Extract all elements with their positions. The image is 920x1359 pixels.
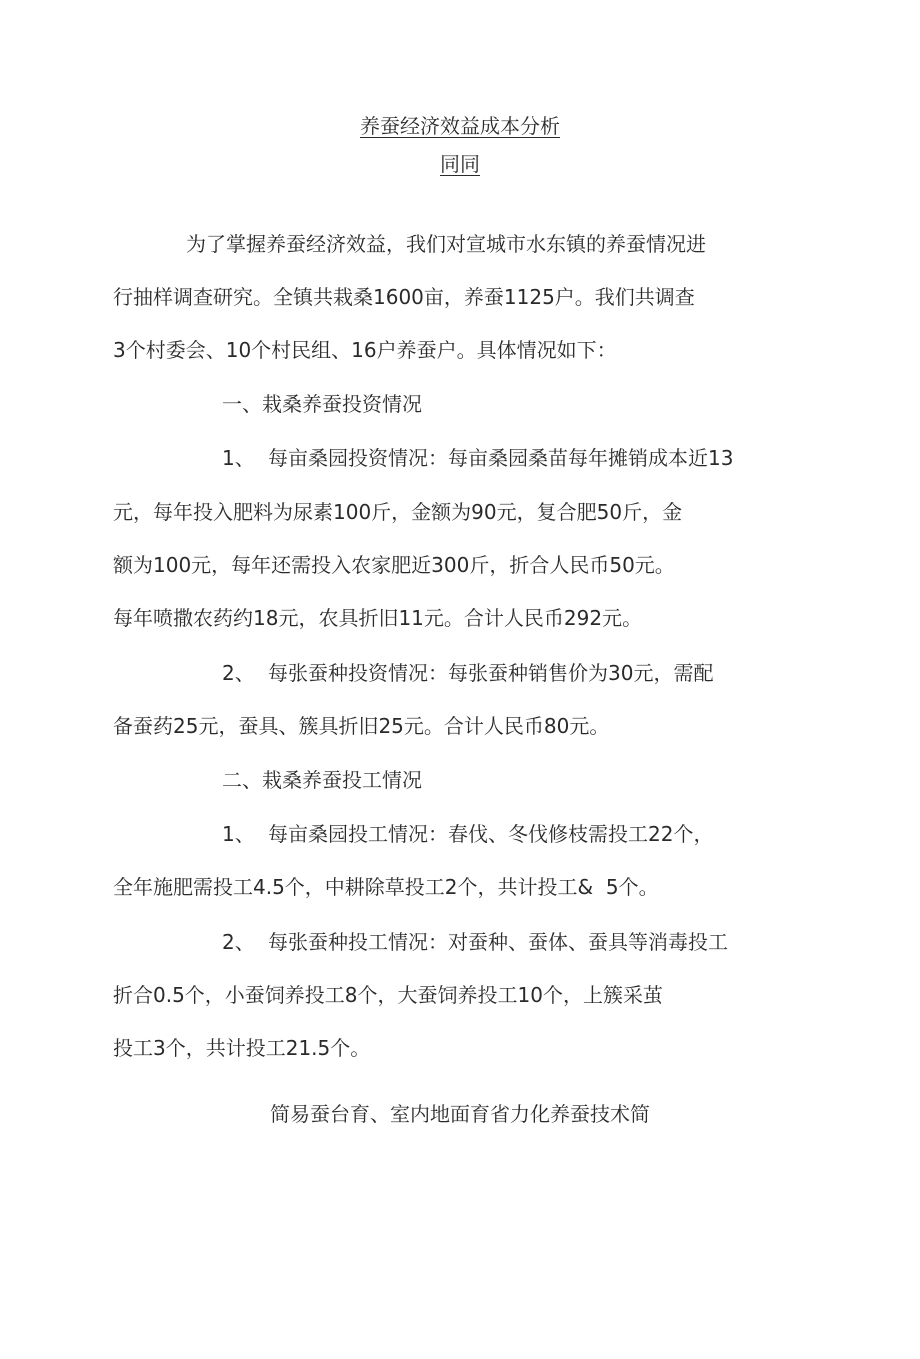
section1-item1-line-3: 额为100元，每年还需投入农家肥近300斤，折合人民币50元。 [113,553,675,577]
section1-item1-line-2: 元，每年投入肥料为尿素100斤，金额为90元，复合肥50斤，金 [113,500,683,524]
section2-item1-line-1 [222,820,713,848]
section1-item1-line-4: 每年喷撒农药约18元，农具折旧11元。合计人民币292元。 [113,606,643,630]
document-author [0,150,920,178]
section2-item2-line-1 [222,928,728,956]
section1-item2-text: 每张蚕种投资情况：每张蚕种销售价为30元，需配 [268,661,714,685]
section1-item1-line-1 [222,444,733,472]
closing-line: 简易蚕台育、室内地面育省力化养蚕技术简 [270,1102,650,1126]
intro-line-2: 行抽样调查研究。全镇共栽桑1600亩，养蚕1125户。我们共调查 [113,285,695,309]
section2-item1-line-2: 全年施肥需投工4.5个，中耕除草投工2个，共计投工& 5个。 [113,875,659,899]
intro-line-3: 3个村委会、10个村民组、16户养蚕户。具体情况如下： [113,338,617,362]
section1-item1-text: 每亩桑园投资情况：每亩桑园桑苗每年摊销成本近13 [268,446,734,470]
intro-line-1: 为了掌握养蚕经济效益，我们对宣城市水东镇的养蚕情况进 [186,232,706,256]
section2-item2-text: 每张蚕种投工情况：对蚕种、蚕体、蚕具等消毒投工 [268,930,728,954]
section2-item2-number: 2、 [222,930,255,954]
section1-item1-number: 1、 [222,446,255,470]
section1-heading: 一、栽桑养蚕投资情况 [222,392,422,416]
section2-item1-text: 每亩桑园投工情况：春伐、冬伐修枝需投工22个， [268,822,714,846]
section2-item1-number: 1、 [222,822,255,846]
section1-item2-line-1 [222,659,713,687]
section1-item2-number: 2、 [222,661,255,685]
section1-item2-line-2: 备蚕药25元，蚕具、簇具折旧25元。合计人民币80元。 [113,714,610,738]
section2-item2-line-3: 投工3个，共计投工21.5个。 [113,1036,371,1060]
document-title-text: 养蚕经济效益成本分析 [360,114,560,138]
section2-heading: 二、栽桑养蚕投工情况 [222,768,422,792]
document-title [0,112,920,140]
document-author-text: 同同 [440,152,480,176]
section2-item2-line-2: 折合0.5个，小蚕饲养投工8个，大蚕饲养投工10个，上簇采茧 [113,983,663,1007]
